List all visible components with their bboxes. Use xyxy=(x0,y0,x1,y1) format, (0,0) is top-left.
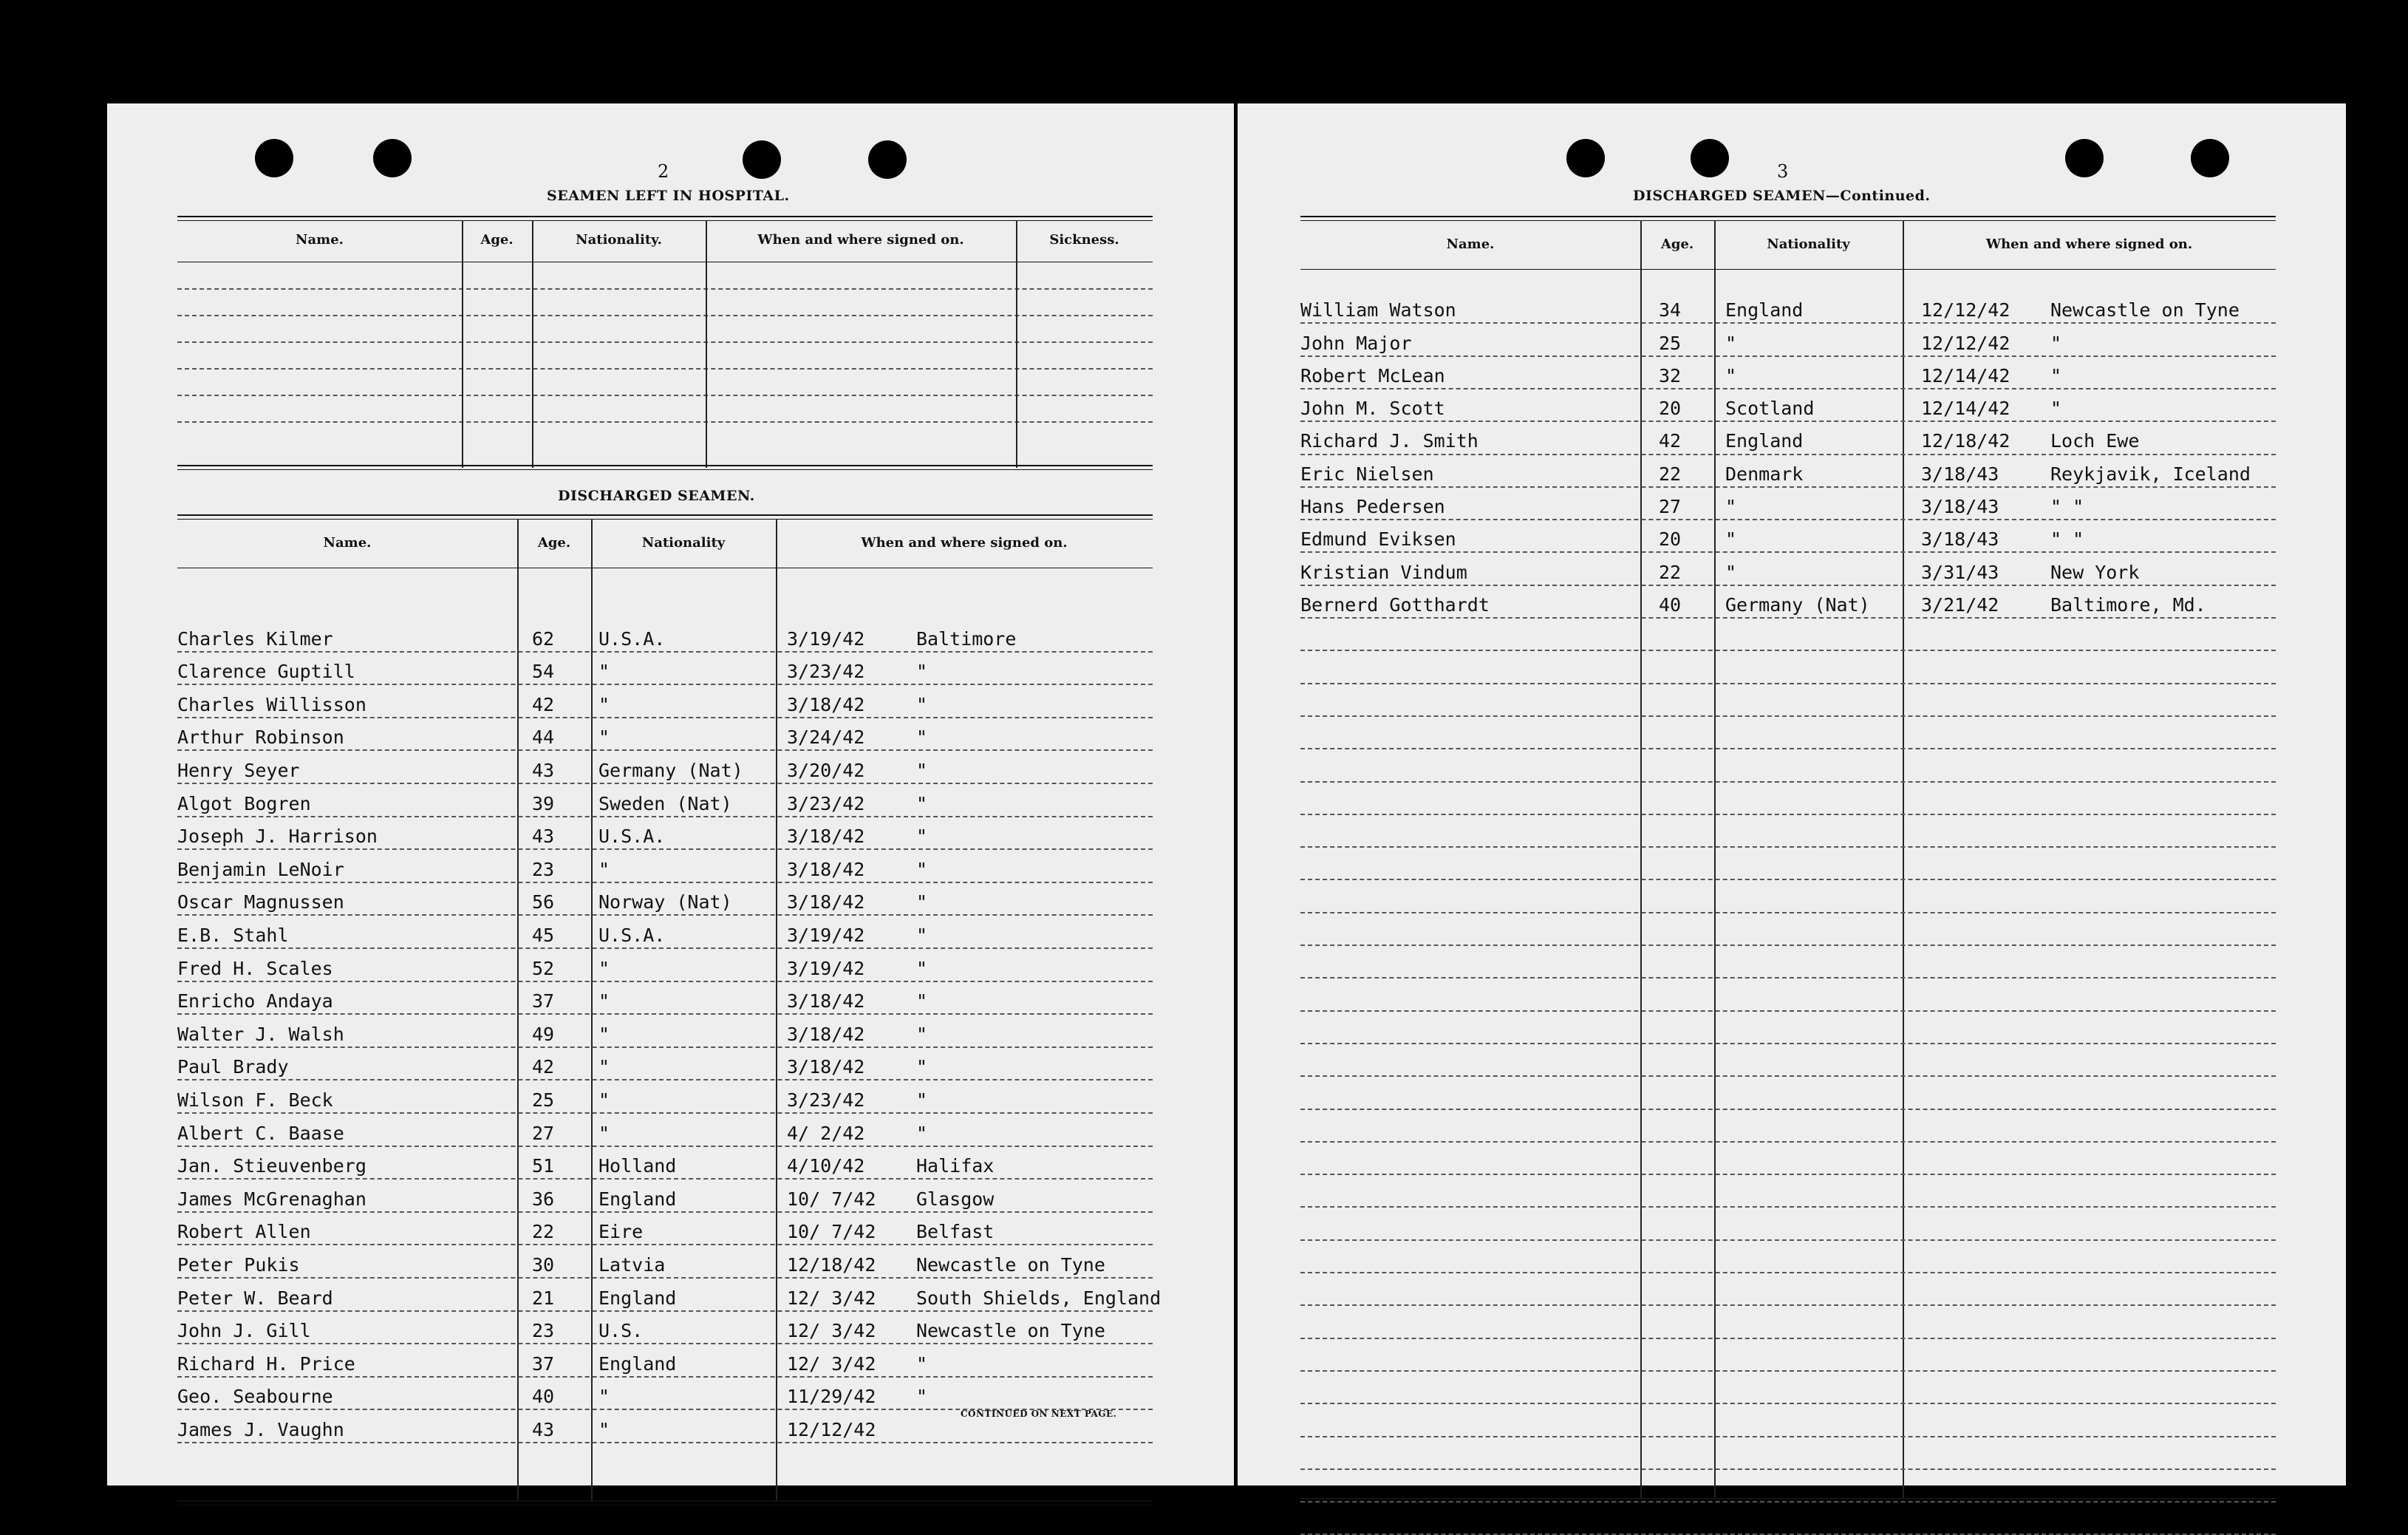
cell-name: Enricho Andaya xyxy=(177,990,333,1012)
cell-place: Belfast xyxy=(916,1221,995,1243)
cell-nationality: Sweden (Nat) xyxy=(598,792,732,814)
cell-name: Peter Pukis xyxy=(177,1253,300,1276)
table-row xyxy=(177,947,1153,981)
cell-place: " xyxy=(916,1089,928,1111)
cell-age: 42 xyxy=(1659,430,1682,452)
cell-date: 12/18/42 xyxy=(787,1253,876,1276)
cell-place: " " xyxy=(2050,528,2084,551)
cell-age: 56 xyxy=(532,891,555,913)
discharged-section-title: DISCHARGED SEAMEN. xyxy=(558,488,755,504)
cell-name: Algot Bogren xyxy=(177,792,311,814)
hospital-header-sickness: Sickness. xyxy=(1049,232,1119,248)
cell-age: 51 xyxy=(532,1155,555,1177)
cell-date: 12/ 3/42 xyxy=(787,1320,876,1342)
discharged-table xyxy=(177,514,1162,1509)
punch-hole xyxy=(373,139,412,177)
continued-header-age: Age. xyxy=(1660,236,1694,252)
discharged-header-signed-on: When and where signed on. xyxy=(861,535,1068,551)
table-row xyxy=(177,1244,1153,1277)
cell-place: " xyxy=(916,693,928,715)
hospital-section-title: SEAMEN LEFT IN HOSPITAL. xyxy=(547,188,790,204)
cell-nationality: " xyxy=(598,726,610,749)
discharged-continued-table xyxy=(1300,216,2276,1509)
cell-nationality: " xyxy=(1725,364,1737,387)
cell-name: Peter W. Beard xyxy=(177,1287,333,1309)
cell-nationality: Germany (Nat) xyxy=(598,759,743,781)
punch-hole xyxy=(1566,139,1605,177)
cell-place: Newcastle on Tyne xyxy=(916,1253,1105,1276)
cell-age: 30 xyxy=(532,1253,555,1276)
cell-age: 43 xyxy=(532,826,555,848)
cell-place: Baltimore xyxy=(916,627,1017,650)
cell-date: 3/23/42 xyxy=(787,661,865,683)
table-row xyxy=(177,882,1153,915)
cell-nationality: England xyxy=(1725,299,1804,321)
cell-nationality: Scotland xyxy=(1725,398,1815,420)
cell-nationality: " xyxy=(598,1089,610,1111)
punch-hole xyxy=(743,140,781,179)
discharged-continued-title: DISCHARGED SEAMEN—Continued. xyxy=(1633,188,1931,204)
cell-age: 23 xyxy=(532,1320,555,1342)
table-row xyxy=(1300,388,2276,421)
cell-name: Kristian Vindum xyxy=(1300,561,1467,583)
cell-place: Loch Ewe xyxy=(2050,430,2140,452)
cell-nationality: Holland xyxy=(598,1155,677,1177)
cell-date: 3/18/43 xyxy=(1921,496,1999,518)
table-row xyxy=(177,914,1153,947)
discharged-header-name: Name. xyxy=(323,535,372,551)
cell-name: Richard J. Smith xyxy=(1300,430,1478,452)
cell-place: " xyxy=(916,1023,928,1045)
cell-nationality: " xyxy=(1725,496,1737,518)
table-row xyxy=(1300,290,2276,322)
cell-date: 3/20/42 xyxy=(787,759,865,781)
cell-age: 49 xyxy=(532,1023,555,1045)
table-row xyxy=(177,1046,1153,1080)
cell-date: 3/18/42 xyxy=(787,693,865,715)
cell-age: 52 xyxy=(532,957,555,979)
cell-nationality: " xyxy=(1725,332,1737,354)
punch-hole xyxy=(2191,139,2229,177)
cell-name: Henry Seyer xyxy=(177,759,300,781)
hospital-header-nationality: Nationality. xyxy=(576,232,662,248)
cell-date: 3/24/42 xyxy=(787,726,865,749)
table-row xyxy=(177,684,1153,717)
table-row xyxy=(177,618,1153,651)
cell-name: John J. Gill xyxy=(177,1320,311,1342)
cell-nationality: " xyxy=(598,1418,610,1440)
cell-name: Geo. Seabourne xyxy=(177,1386,333,1408)
cell-date: 10/ 7/42 xyxy=(787,1221,876,1243)
cell-date: 3/18/42 xyxy=(787,891,865,913)
punch-hole xyxy=(1691,139,1729,177)
cell-name: Richard H. Price xyxy=(177,1352,355,1375)
cell-nationality: England xyxy=(598,1287,677,1309)
continued-note: CONTINUED ON NEXT PAGE. xyxy=(961,1409,1117,1419)
hospital-table xyxy=(177,216,1153,471)
cell-place: Baltimore, Md. xyxy=(2050,593,2206,616)
cell-place: New York xyxy=(2050,561,2140,583)
cell-name: Arthur Robinson xyxy=(177,726,344,749)
cell-name: Hans Pedersen xyxy=(1300,496,1445,518)
cell-name: Fred H. Scales xyxy=(177,957,333,979)
cell-name: Edmund Eviksen xyxy=(1300,528,1456,551)
table-row xyxy=(177,1310,1153,1344)
cell-age: 25 xyxy=(532,1089,555,1111)
cell-nationality: U.S.A. xyxy=(598,924,666,946)
cell-place: " xyxy=(916,924,928,946)
table-row xyxy=(177,651,1153,684)
table-row xyxy=(177,1146,1153,1179)
cell-name: James McGrenaghan xyxy=(177,1188,366,1210)
cell-place: South Shields, England xyxy=(916,1287,1162,1309)
table-row xyxy=(1300,421,2276,453)
cell-date: 3/18/42 xyxy=(787,1023,865,1045)
cell-date: 12/ 3/42 xyxy=(787,1287,876,1309)
cell-nationality: " xyxy=(598,858,610,880)
table-row xyxy=(177,783,1153,816)
cell-place: Glasgow xyxy=(916,1188,995,1210)
cell-place: " xyxy=(916,858,928,880)
hospital-header-age: Age. xyxy=(480,232,514,248)
cell-age: 20 xyxy=(1659,528,1682,551)
cell-date: 3/18/42 xyxy=(787,826,865,848)
cell-place: " xyxy=(916,957,928,979)
cell-name: Walter J. Walsh xyxy=(177,1023,344,1045)
cell-place: " xyxy=(2050,332,2062,354)
cell-age: 43 xyxy=(532,1418,555,1440)
cell-place: Halifax xyxy=(916,1155,995,1177)
cell-nationality: " xyxy=(1725,561,1737,583)
cell-name: Eric Nielsen xyxy=(1300,463,1434,485)
page-number: 3 xyxy=(1777,161,1789,182)
table-row xyxy=(1300,486,2276,519)
cell-nationality: U.S.A. xyxy=(598,826,666,848)
cell-name: Oscar Magnussen xyxy=(177,891,344,913)
cell-nationality: " xyxy=(598,1386,610,1408)
cell-date: 3/18/42 xyxy=(787,990,865,1012)
cell-name: Robert Allen xyxy=(177,1221,311,1243)
cell-name: Albert C. Baase xyxy=(177,1122,344,1144)
cell-place: " xyxy=(2050,398,2062,420)
cell-age: 45 xyxy=(532,924,555,946)
table-row xyxy=(177,1277,1162,1310)
cell-date: 3/18/43 xyxy=(1921,528,1999,551)
table-row xyxy=(177,981,1153,1014)
cell-nationality: England xyxy=(1725,430,1804,452)
cell-place: " xyxy=(2050,364,2062,387)
cell-place: Newcastle on Tyne xyxy=(916,1320,1105,1342)
cell-nationality: " xyxy=(598,957,610,979)
cell-place: " xyxy=(916,1386,928,1408)
discharged-header-age: Age. xyxy=(537,535,571,551)
cell-name: John M. Scott xyxy=(1300,398,1445,420)
table-row xyxy=(177,1376,1153,1409)
table-row xyxy=(177,717,1153,750)
cell-age: 22 xyxy=(1659,561,1682,583)
table-row xyxy=(177,1178,1153,1211)
cell-nationality: England xyxy=(598,1188,677,1210)
cell-place: " xyxy=(916,792,928,814)
cell-date: 4/ 2/42 xyxy=(787,1122,865,1144)
continued-header-name: Name. xyxy=(1446,236,1495,252)
hospital-header-signed-on: When and where signed on. xyxy=(757,232,964,248)
table-row xyxy=(177,1013,1153,1046)
cell-place: " xyxy=(916,726,928,749)
cell-name: Bernerd Gotthardt xyxy=(1300,593,1490,616)
cell-age: 23 xyxy=(532,858,555,880)
cell-name: John Major xyxy=(1300,332,1412,354)
punch-hole xyxy=(2065,139,2104,177)
continued-header-nationality: Nationality xyxy=(1767,236,1850,252)
cell-date: 3/18/42 xyxy=(787,858,865,880)
cell-nationality: " xyxy=(598,661,610,683)
punch-hole xyxy=(868,140,907,179)
right-page xyxy=(1238,103,2346,1485)
table-row xyxy=(177,1211,1153,1245)
cell-nationality: " xyxy=(598,1122,610,1144)
cell-age: 36 xyxy=(532,1188,555,1210)
cell-date: 3/18/43 xyxy=(1921,463,1999,485)
cell-age: 22 xyxy=(532,1221,555,1243)
cell-date: 4/10/42 xyxy=(787,1155,865,1177)
cell-age: 39 xyxy=(532,792,555,814)
cell-age: 21 xyxy=(532,1287,555,1309)
hospital-header-name: Name. xyxy=(296,232,344,248)
table-row xyxy=(1300,585,2276,617)
cell-nationality: " xyxy=(598,1023,610,1045)
table-row xyxy=(1300,519,2276,551)
cell-age: 25 xyxy=(1659,332,1682,354)
table-row xyxy=(177,1112,1153,1146)
table-row xyxy=(1300,322,2276,355)
table-row xyxy=(1300,355,2276,388)
cell-nationality: Denmark xyxy=(1725,463,1804,485)
left-page xyxy=(107,103,1234,1485)
cell-nationality: Norway (Nat) xyxy=(598,891,732,913)
cell-place: " xyxy=(916,1122,928,1144)
cell-age: 27 xyxy=(532,1122,555,1144)
cell-name: Joseph J. Harrison xyxy=(177,826,378,848)
cell-nationality: Eire xyxy=(598,1221,644,1243)
punch-hole xyxy=(255,139,293,177)
cell-age: 27 xyxy=(1659,496,1682,518)
cell-age: 42 xyxy=(532,1056,555,1078)
cell-name: Wilson F. Beck xyxy=(177,1089,333,1111)
cell-place: " xyxy=(916,1056,928,1078)
cell-date: 12/12/42 xyxy=(1921,332,2010,354)
cell-date: 12/14/42 xyxy=(1921,364,2010,387)
cell-date: 10/ 7/42 xyxy=(787,1188,876,1210)
page-number: 2 xyxy=(658,161,669,182)
cell-date: 12/18/42 xyxy=(1921,430,2010,452)
cell-name: Charles Kilmer xyxy=(177,627,333,650)
table-row xyxy=(177,1343,1153,1376)
cell-date: 12/12/42 xyxy=(787,1418,876,1440)
cell-date: 12/14/42 xyxy=(1921,398,2010,420)
cell-name: Paul Brady xyxy=(177,1056,289,1078)
discharged-header-nationality: Nationality xyxy=(641,535,726,551)
cell-date: 3/23/42 xyxy=(787,1089,865,1111)
cell-place: " xyxy=(916,759,928,781)
cell-place: " " xyxy=(2050,496,2084,518)
cell-age: 44 xyxy=(532,726,555,749)
cell-age: 37 xyxy=(532,990,555,1012)
cell-nationality: " xyxy=(598,1056,610,1078)
table-row xyxy=(1300,551,2276,584)
cell-name: Charles Willisson xyxy=(177,693,366,715)
cell-age: 43 xyxy=(532,759,555,781)
cell-date: 3/23/42 xyxy=(787,792,865,814)
cell-date: 3/21/42 xyxy=(1921,593,1999,616)
cell-nationality: " xyxy=(598,990,610,1012)
cell-nationality: England xyxy=(598,1352,677,1375)
cell-date: 3/19/42 xyxy=(787,924,865,946)
cell-place: " xyxy=(916,826,928,848)
cell-age: 32 xyxy=(1659,364,1682,387)
table-row xyxy=(177,848,1153,882)
table-row xyxy=(1300,454,2276,486)
table-row xyxy=(177,816,1153,849)
cell-age: 37 xyxy=(532,1352,555,1375)
cell-place: Reykjavik, Iceland xyxy=(2050,463,2251,485)
cell-nationality: " xyxy=(598,693,610,715)
cell-date: 11/29/42 xyxy=(787,1386,876,1408)
cell-age: 42 xyxy=(532,693,555,715)
cell-age: 20 xyxy=(1659,398,1682,420)
cell-place: " xyxy=(916,990,928,1012)
cell-date: 12/ 3/42 xyxy=(787,1352,876,1375)
cell-age: 40 xyxy=(532,1386,555,1408)
cell-place: Newcastle on Tyne xyxy=(2050,299,2240,321)
cell-age: 40 xyxy=(1659,593,1682,616)
cell-name: Benjamin LeNoir xyxy=(177,858,344,880)
cell-date: 3/19/42 xyxy=(787,957,865,979)
cell-place: " xyxy=(916,1352,928,1375)
cell-date: 12/12/42 xyxy=(1921,299,2010,321)
cell-name: Clarence Guptill xyxy=(177,661,355,683)
continued-header-signed-on: When and where signed on. xyxy=(1985,236,2193,252)
cell-place: " xyxy=(916,661,928,683)
cell-name: E.B. Stahl xyxy=(177,924,289,946)
cell-age: 62 xyxy=(532,627,555,650)
cell-name: William Watson xyxy=(1300,299,1456,321)
cell-nationality: Germany (Nat) xyxy=(1725,593,1870,616)
cell-name: Robert McLean xyxy=(1300,364,1445,387)
cell-nationality: " xyxy=(1725,528,1737,551)
cell-nationality: Latvia xyxy=(598,1253,666,1276)
cell-age: 22 xyxy=(1659,463,1682,485)
cell-nationality: U.S. xyxy=(598,1320,644,1342)
cell-nationality: U.S.A. xyxy=(598,627,666,650)
cell-date: 3/31/43 xyxy=(1921,561,1999,583)
cell-date: 3/19/42 xyxy=(787,627,865,650)
cell-date: 3/18/42 xyxy=(787,1056,865,1078)
table-row xyxy=(177,1079,1153,1112)
table-row xyxy=(177,749,1153,783)
cell-age: 34 xyxy=(1659,299,1682,321)
cell-age: 54 xyxy=(532,661,555,683)
cell-place: " xyxy=(916,891,928,913)
cell-name: James J. Vaughn xyxy=(177,1418,344,1440)
cell-name: Jan. Stieuvenberg xyxy=(177,1155,366,1177)
